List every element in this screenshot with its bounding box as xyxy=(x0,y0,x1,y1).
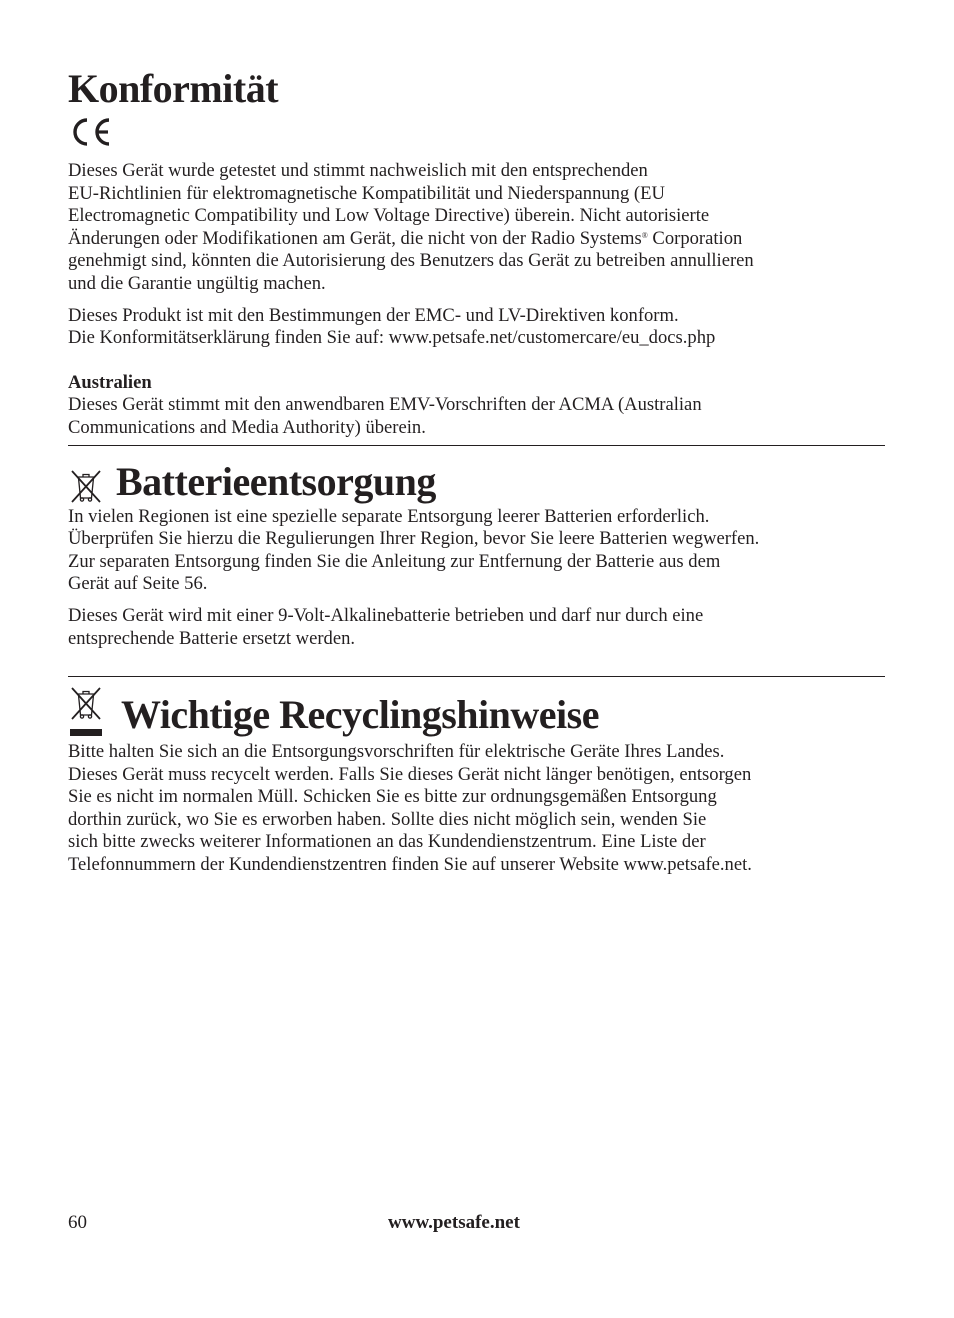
conformity-declaration-paragraph xyxy=(68,305,888,350)
text-line: Telefonnummern der Kundendienstzentren finden Sie auf unserer Website www.petsafe.net. xyxy=(68,854,752,876)
text-line: Communications and Media Authority) überein. xyxy=(68,416,426,438)
section-divider xyxy=(68,445,885,446)
text-line: Gerät auf Seite 56. xyxy=(68,573,208,595)
australia-paragraph xyxy=(68,394,888,439)
text-line: Dieses Gerät stimmt mit den anwendbaren EMV-Vorschriften der ACMA (Australian xyxy=(68,394,702,416)
text-line: Sie es nicht im normalen Müll. Schicken Sie es bitte zur ordnungsgemäßen Entsorgung xyxy=(68,786,717,808)
recycling-paragraph xyxy=(68,741,888,877)
text-line: Dieses Gerät muss recycelt werden. Falls Sie dieses Gerät nicht länger benötigen, entsorgen xyxy=(68,763,752,785)
text-line: EU-Richtlinien für elektromagnetische Kompatibilität und Niederspannung (EU xyxy=(68,182,665,204)
text-line: In vielen Regionen ist eine spezielle separate Entsorgung leerer Batterien erforderlich. xyxy=(68,505,710,527)
text-line: Die Konformitätserklärung finden Sie auf: www.petsafe.net/customercare/eu_docs.php xyxy=(68,327,716,349)
text-line: Bitte halten Sie sich an die Entsorgungsvorschriften für elektrische Geräte Ihres Landes. xyxy=(68,741,725,763)
battery-section xyxy=(68,460,888,651)
section-divider xyxy=(68,676,885,677)
text-line: Zur separaten Entsorgung finden Sie die Anleitung zur Entfernung der Batterie aus dem xyxy=(68,550,721,572)
text-line: Dieses Gerät wird mit einer 9-Volt-Alkalinebatterie betrieben und darf nur durch eine xyxy=(68,604,704,626)
conformity-title: Konformität xyxy=(68,66,279,111)
conformity-section xyxy=(68,66,888,440)
text-line: Electromagnetic Compatibility und Low Voltage Directive) überein. Nicht autorisierte xyxy=(68,205,710,227)
crossed-bin-icon xyxy=(68,468,104,504)
text-line: Dieses Gerät wurde getestet und stimmt nachweislich mit den entsprechenden xyxy=(68,160,648,181)
text-line: dorthin zurück, wo Sie es erworben haben. Sollte dies nicht möglich sein, wenden Sie xyxy=(68,808,707,830)
recycling-section xyxy=(68,685,888,877)
page-content xyxy=(68,66,888,877)
battery-heading-row xyxy=(68,460,888,504)
battery-type-paragraph xyxy=(68,605,888,650)
text-line: Corporation xyxy=(647,227,743,249)
conformity-paragraph xyxy=(68,160,888,296)
page-number: 60 xyxy=(68,1212,87,1233)
ce-mark-icon xyxy=(68,114,114,150)
battery-title: Batterieentsorgung xyxy=(116,458,436,504)
text-line: Änderungen oder Modifikationen am Gerät, die nicht von der Radio Systems xyxy=(68,227,642,249)
battery-paragraph xyxy=(68,506,888,596)
text-line: sich bitte zwecks weiterer Informationen an das Kundendienstzentrum. Eine Liste der xyxy=(68,831,706,853)
recycling-heading-row xyxy=(68,685,888,739)
text-line: Überprüfen Sie hierzu die Regulierungen Ihrer Region, bevor Sie leere Batterien wegwerfen. xyxy=(68,528,760,550)
text-line: entsprechende Batterie ersetzt werden. xyxy=(68,627,356,649)
recycling-title: Wichtige Recyclingshinweise xyxy=(121,692,599,738)
australia-heading: Australien xyxy=(68,371,152,393)
text-line: Dieses Produkt ist mit den Bestimmungen der EMC- und LV-Direktiven konform. xyxy=(68,304,679,326)
text-line: und die Garantie ungültig machen. xyxy=(68,272,326,294)
registered-mark: ® xyxy=(641,230,648,240)
crossed-bin-with-bar-icon xyxy=(68,685,104,739)
footer-url: www.petsafe.net xyxy=(388,1212,520,1233)
text-line: genehmigt sind, könnten die Autorisierung des Benutzers das Gerät zu betreiben annullieren xyxy=(68,250,754,272)
